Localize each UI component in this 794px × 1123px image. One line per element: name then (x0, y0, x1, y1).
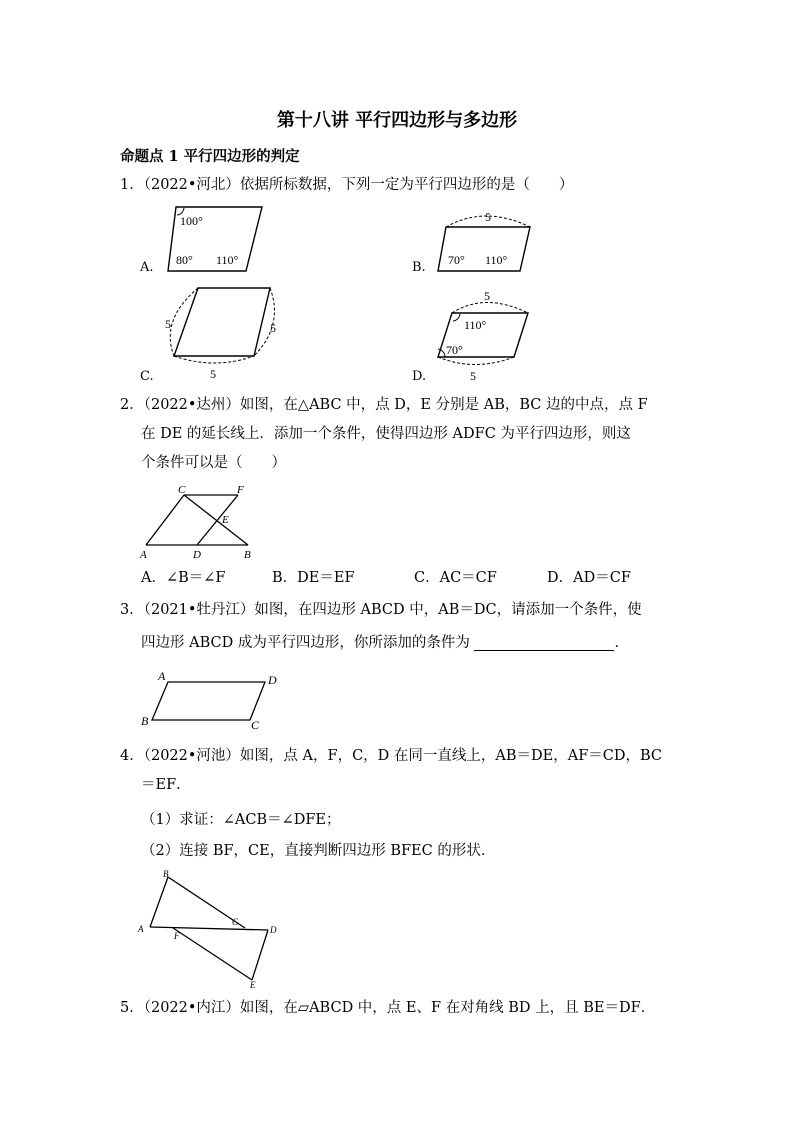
q1d-side-top: 5 (484, 289, 490, 303)
q1-option-c[interactable]: C. (140, 369, 154, 384)
q3-label-a: A (158, 669, 166, 683)
q4-label-e: E (250, 980, 256, 990)
q3-line-2-text: 四边形 ABCD 成为平行四边形，你所添加的条件为 (141, 635, 470, 651)
q4-line-1: 4．（2022•河池）如图，点 A，F，C，D 在同一直线上，AB＝DE，AF＝CD，BC (120, 748, 663, 764)
q1-stem: 1．（2022•河北）依据所标数据，下列一定为平行四边形的是（ ） (120, 177, 574, 193)
q4-label-b: B (163, 869, 169, 879)
q1c-side-left: 5 (165, 317, 171, 331)
q1d-side-bottom: 5 (470, 369, 476, 383)
q4-figure (134, 866, 284, 990)
q3-figure (138, 666, 288, 732)
q1-option-a[interactable]: A. (140, 260, 154, 275)
q2-line-2: 在 DE 的延长线上．添加一个条件，使得四边形 ADFC 为平行四边形，则这 (141, 426, 631, 442)
q5-line-1: 5．（2022•内江）如图，在▱ABCD 中，点 E、F 在对角线 BD 上，且 BE＝DF． (120, 1000, 656, 1016)
q2-label-f: F (237, 484, 244, 496)
q2-option-c[interactable]: C．AC＝CF (414, 570, 497, 586)
q4-sub-question-1: （1）求证：∠ACB＝∠DFE； (141, 812, 341, 828)
q2-label-e: E (222, 514, 229, 526)
q2-label-d: D (193, 549, 201, 561)
q1-figure-d (430, 287, 540, 385)
q4-label-d: D (270, 925, 277, 935)
q1a-angle-100: 100° (180, 214, 203, 228)
q3-label-b: B (141, 714, 149, 728)
q3-line-1: 3．（2021•牡丹江）如图，在四边形 ABCD 中，AB＝DC，请添加一个条件，使 (120, 602, 642, 618)
section-heading: 命题点 1 平行四边形的判定 (120, 148, 300, 165)
q3-label-d: D (268, 673, 277, 687)
q1b-angle-70: 70° (448, 253, 465, 267)
q1d-angle-70: 70° (446, 343, 463, 357)
q2-label-c: C (178, 484, 186, 496)
q2-option-d[interactable]: D．AD＝CF (547, 570, 631, 586)
q1a-angle-80: 80° (176, 253, 193, 267)
q1-figure-a (158, 200, 268, 275)
q1b-side-top: 5 (485, 210, 491, 224)
q4-line-2: ＝EF． (141, 777, 191, 793)
q3-answer-blank[interactable] (474, 636, 614, 651)
q2-option-a[interactable]: A．∠B＝∠F (141, 570, 226, 586)
q2-line-1: 2．（2022•达州）如图，在△ABC 中，点 D，E 分别是 AB，BC 边的中点，点 F (120, 397, 648, 413)
q2-label-b: B (244, 549, 251, 561)
q2-figure (136, 482, 261, 562)
q2-line-3: 个条件可以是（ ） (141, 455, 286, 471)
q3-label-c: C (251, 718, 260, 732)
q4-label-a: A (138, 924, 144, 934)
page-title: 第十八讲 平行四边形与多边形 (276, 110, 518, 131)
q1d-angle-110: 110° (464, 318, 487, 332)
q1c-side-right: 5 (270, 321, 276, 335)
q4-label-c: C (232, 917, 239, 927)
q1-option-d[interactable]: D. (412, 369, 427, 384)
q1c-side-bottom: 5 (210, 367, 216, 381)
q2-label-a: A (140, 549, 147, 561)
q4-sub-question-2: （2）连接 BF，CE，直接判断四边形 BFEC 的形状． (141, 843, 496, 859)
q4-label-f: F (174, 931, 180, 941)
q3-line-2 (141, 630, 629, 657)
q3-line-2-end: ． (614, 635, 629, 651)
q1-option-b[interactable]: B. (412, 260, 426, 275)
q1-figure-b (430, 205, 540, 275)
q1a-angle-110: 110° (216, 253, 239, 267)
q1-figure-c (160, 280, 285, 385)
q1b-angle-110: 110° (485, 253, 508, 267)
q2-option-b[interactable]: B．DE＝EF (272, 570, 355, 586)
